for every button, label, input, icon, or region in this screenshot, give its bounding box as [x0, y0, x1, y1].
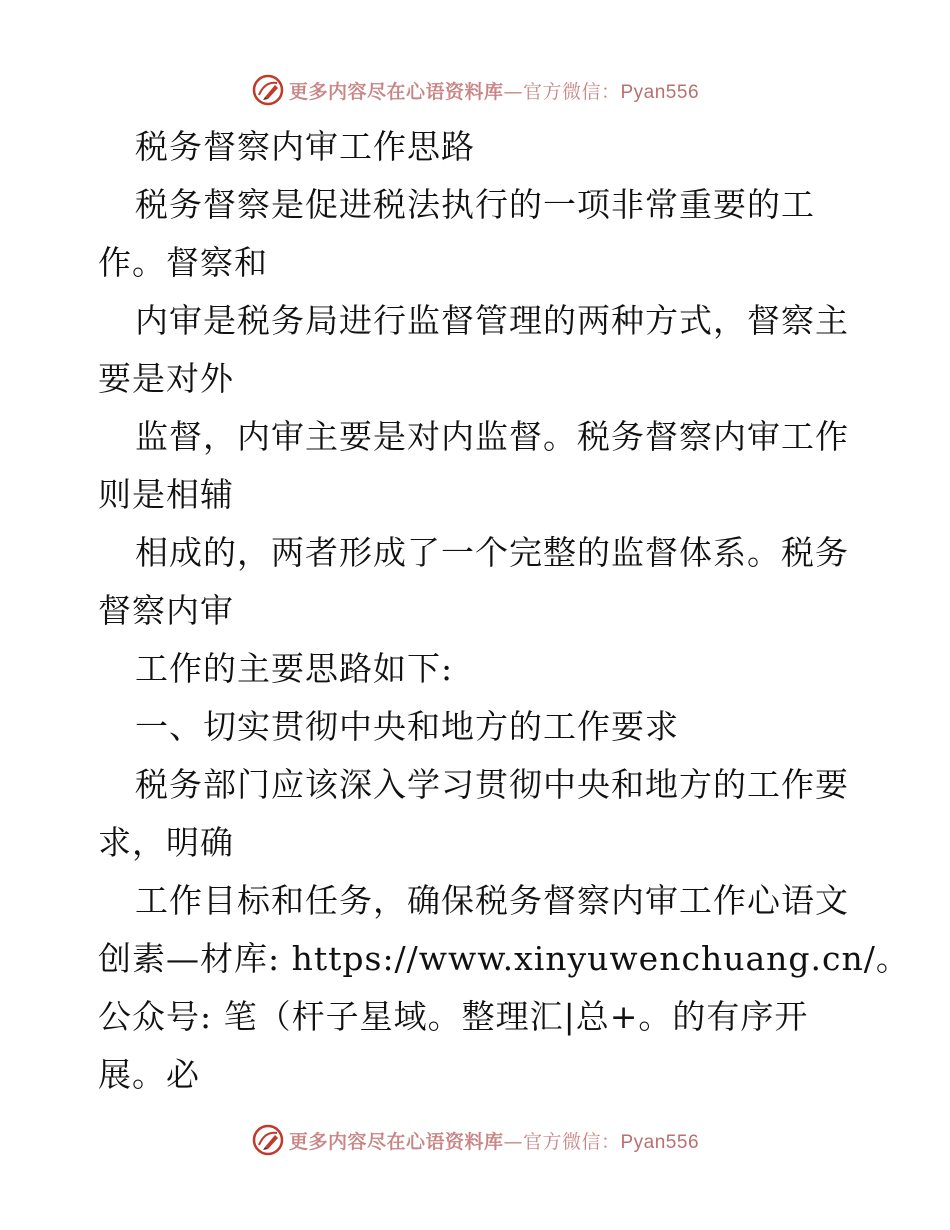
document-line: 税务部门应该深入学习贯彻中央和地方的工作要	[135, 765, 849, 804]
banner-wechat-label: 官方微信：	[522, 80, 621, 103]
document-line: 工作目标和任务，确保税务督察内审工作心语文	[135, 881, 849, 920]
document-line: 税务督察内审工作思路	[135, 127, 475, 166]
document-line: 公众号: 笔（杆子星域。整理汇|总+。的有序开	[98, 997, 809, 1036]
document-line: 督察内审	[98, 591, 234, 630]
document-body	[98, 118, 910, 1104]
document-line: 税务督察是促进税法执行的一项非常重要的工	[135, 185, 815, 224]
banner-text	[289, 77, 699, 104]
document-line: 作。督察和	[98, 243, 268, 282]
banner-account: Pyan556	[620, 81, 700, 103]
banner-dash: —	[503, 80, 523, 103]
document-line: 展。必	[98, 1055, 200, 1094]
document-line: 监督，内审主要是对内监督。税务督察内审工作	[135, 417, 849, 456]
document-line: 要是对外	[98, 359, 234, 398]
document-line: 则是相辅	[98, 475, 234, 514]
document-line: 相成的，两者形成了一个完整的监督体系。税务	[135, 533, 849, 572]
banner-main-text: 更多内容尽在心语资料库	[288, 1130, 504, 1153]
footer-banner	[0, 1120, 950, 1160]
document-line: 求，明确	[98, 823, 234, 862]
pen-logo-icon	[251, 1123, 285, 1157]
document-line: 工作的主要思路如下:	[135, 649, 454, 688]
pen-logo-icon	[251, 73, 285, 107]
document-line: 创素—材库: https://www.xinyuwenchuang.cn/。	[98, 939, 910, 978]
document-line: 内审是税务局进行监督管理的两种方式，督察主	[135, 301, 849, 340]
banner-wechat-label: 官方微信：	[522, 1130, 621, 1153]
banner-main-text: 更多内容尽在心语资料库	[288, 80, 504, 103]
banner-dash: —	[503, 1130, 523, 1153]
banner-account: Pyan556	[620, 1131, 700, 1153]
banner-text	[289, 1127, 699, 1154]
header-banner	[0, 70, 950, 110]
document-line: 一、切实贯彻中央和地方的工作要求	[135, 707, 679, 746]
